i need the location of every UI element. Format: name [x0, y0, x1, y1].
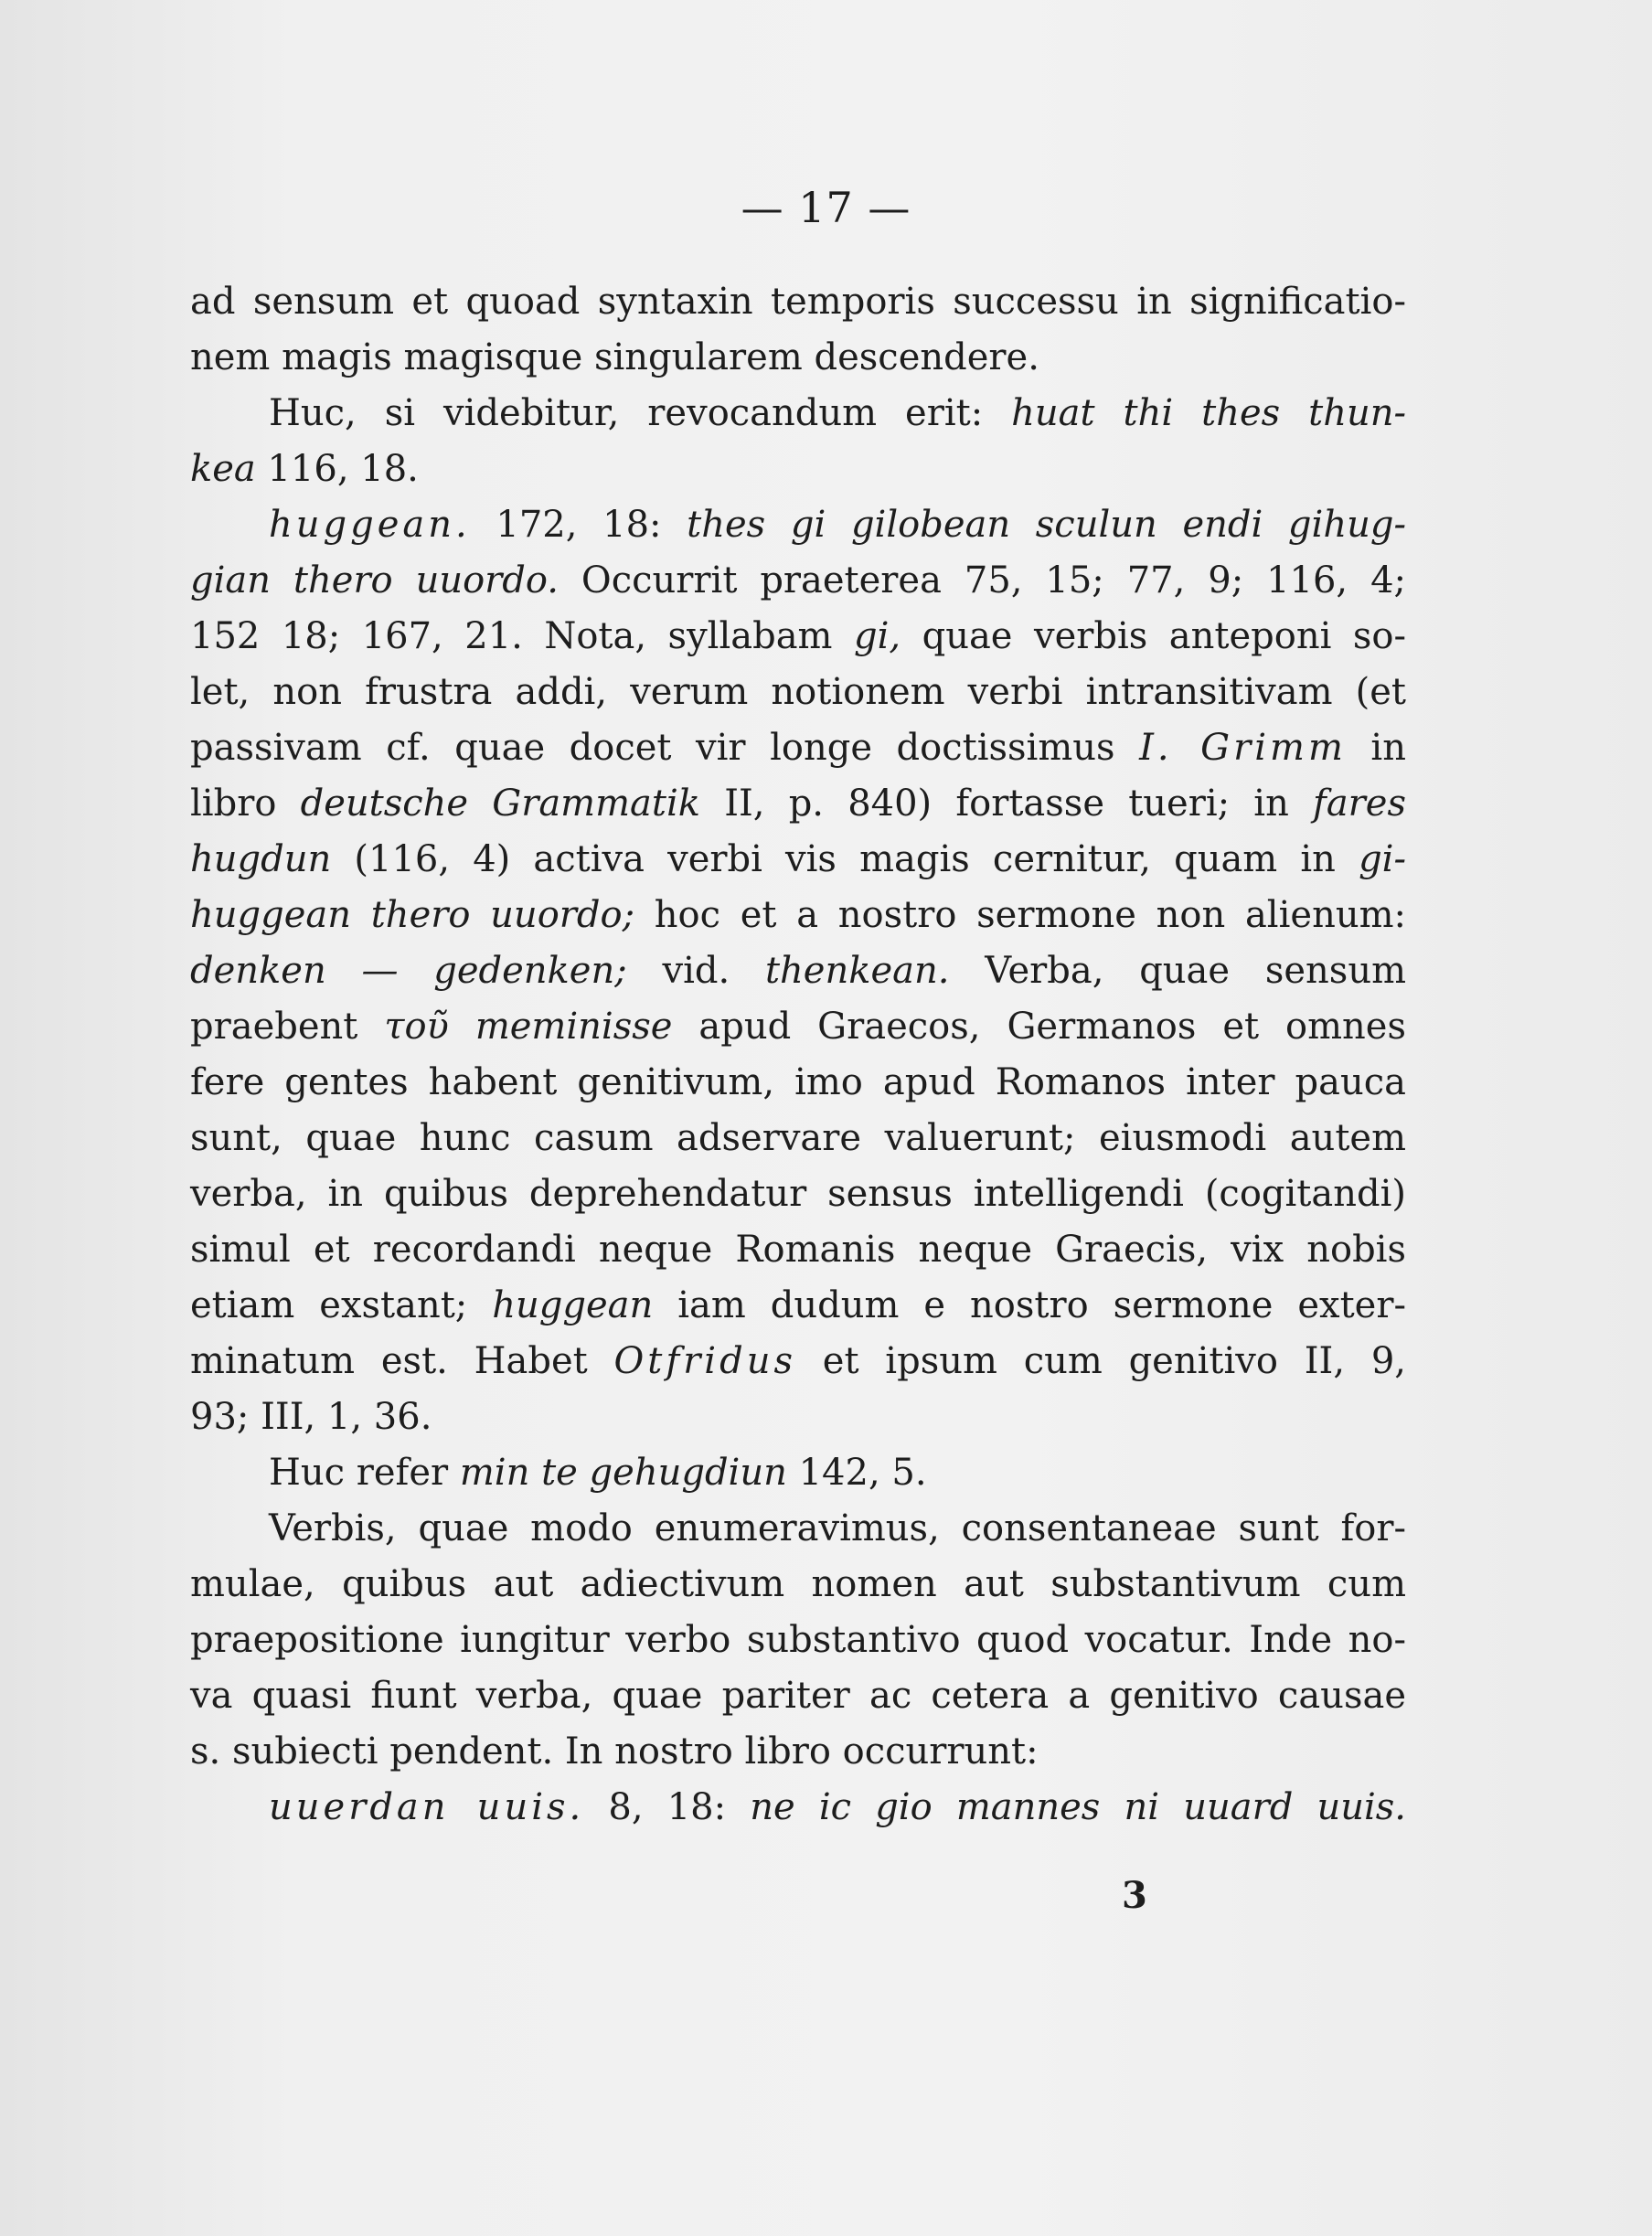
text-segment: praepositione iungitur verbo substantivo quod vocatur. Inde no- [190, 1619, 1406, 1661]
italic-segment: huat thi thes thun- [1011, 392, 1406, 434]
text-line [190, 1334, 1406, 1390]
text-segment: Occurrit praeterea 75, 15; 77, 9; 116, 4; [559, 559, 1406, 602]
text-line [190, 776, 1406, 832]
italic-segment: uuerdan uuis. [269, 1786, 585, 1828]
italic-segment: Otfridus [613, 1340, 796, 1382]
text-segment: 116, 18. [255, 448, 419, 490]
text-line [190, 1613, 1406, 1668]
italic-segment: huggean [492, 1284, 654, 1326]
text-line [190, 1445, 1406, 1501]
text-line [190, 330, 1406, 386]
text-segment: 172, 18: [470, 504, 687, 546]
text-line [190, 386, 1406, 442]
italic-segment: fares [1313, 783, 1407, 825]
text-segment: 142, 5. [786, 1452, 927, 1494]
text-segment: 152 18; 167, 21. Nota, syllabam [190, 615, 854, 657]
body-text [190, 274, 1406, 1836]
text-segment: Verba, quae sensum [949, 950, 1407, 992]
text-line [190, 1166, 1406, 1222]
text-line [190, 1557, 1406, 1613]
text-segment: vid. [626, 950, 765, 992]
text-line [190, 609, 1406, 665]
text-segment: hoc et a nostro sermone non alienum: [634, 894, 1406, 936]
text-segment: mulae, quibus aut adiectivum nomen aut substantivum cum [190, 1563, 1406, 1605]
text-line [190, 943, 1406, 999]
text-segment: minatum est. Habet [190, 1340, 614, 1382]
italic-segment: thenkean. [764, 950, 950, 992]
text-segment: in [1346, 727, 1406, 769]
text-line [190, 720, 1406, 776]
text-segment: libro [190, 783, 301, 825]
italic-segment: deutsche Grammatik [300, 783, 700, 825]
text-segment: Verbis, quae modo enumeravimus, consentaneae sunt for- [269, 1507, 1406, 1549]
text-segment: simul et recordandi neque Romanis neque Graecis, vix nobis [190, 1229, 1406, 1271]
text-line [190, 442, 1406, 497]
italic-segment: thes gi gilobean sculun endi gihug- [687, 504, 1406, 546]
text-segment: etiam exstant; [190, 1284, 493, 1326]
text-segment: fere gentes habent genitivum, imo apud Romanos inter pauca [190, 1061, 1406, 1103]
text-line [190, 1111, 1406, 1166]
text-segment: va quasi fiunt verba, quae pariter ac cetera a genitivo causae [190, 1675, 1406, 1717]
italic-segment: huggean thero uuordo; [190, 894, 635, 936]
italic-segment: huggean. [269, 504, 471, 546]
italic-segment: ne ic gio mannes ni uuard uuis. [750, 1786, 1407, 1828]
text-line [190, 999, 1406, 1055]
text-line [190, 1055, 1406, 1111]
text-segment: II, p. 840) fortasse tueri; in [700, 783, 1314, 825]
signature-mark: 3 [1122, 1874, 1147, 1917]
italic-segment: hugdun [190, 838, 332, 880]
text-segment: et ipsum cum genitivo II, 9, [796, 1340, 1407, 1382]
text-segment: 93; III, 1, 36. [190, 1396, 432, 1438]
text-line [190, 665, 1406, 720]
text-segment: let, non frustra addi, verum notionem verbi intransitivam (et [190, 671, 1406, 713]
text-line [190, 1668, 1406, 1724]
text-segment: Huc refer [269, 1452, 460, 1494]
text-line [190, 1222, 1406, 1278]
italic-segment: I. Grimm [1139, 727, 1347, 769]
text-segment: Huc, si videbitur, revocandum erit: [269, 392, 1012, 434]
text-line [190, 553, 1406, 609]
text-segment: sunt, quae hunc casum adservare valuerunt; eiusmodi autem [190, 1117, 1406, 1159]
italic-segment: kea [190, 448, 256, 490]
italic-segment: denken — gedenken; [190, 950, 627, 992]
text-line [190, 1501, 1406, 1557]
text-line [190, 1278, 1406, 1334]
text-segment: verba, in quibus deprehendatur sensus intelligendi (cogitandi) [190, 1173, 1406, 1215]
page-header: — 17 — [741, 183, 911, 232]
text-segment: praebent [190, 1006, 385, 1048]
text-line [190, 274, 1406, 330]
text-segment: (116, 4) activa verbi vis magis cernitur, quam in [331, 838, 1359, 880]
text-line [190, 497, 1406, 553]
italic-segment: gi- [1359, 838, 1406, 880]
text-segment: quae verbis anteponi so- [901, 615, 1406, 657]
text-line [190, 832, 1406, 888]
text-segment: apud Graecos, Germanos et omnes [672, 1006, 1407, 1048]
italic-segment: τοῦ meminisse [384, 1006, 673, 1048]
italic-segment: min te gehugdiun [459, 1452, 787, 1494]
italic-segment: gian thero uuordo. [190, 559, 559, 602]
text-segment: 8, 18: [584, 1786, 751, 1828]
text-line [190, 888, 1406, 943]
text-segment: iam dudum e nostro sermone exter- [653, 1284, 1406, 1326]
text-segment: s. subiecti pendent. In nostro libro occurrunt: [190, 1730, 1039, 1773]
text-segment: passivam cf. quae docet vir longe doctissimus [190, 727, 1140, 769]
text-segment: ad sensum et quoad syntaxin temporis successu in significatio- [190, 281, 1406, 323]
text-line [190, 1390, 1406, 1445]
italic-segment: gi, [853, 615, 901, 657]
text-segment: nem magis magisque singularem descendere. [190, 336, 1039, 378]
text-line [190, 1780, 1406, 1836]
text-line [190, 1724, 1406, 1780]
